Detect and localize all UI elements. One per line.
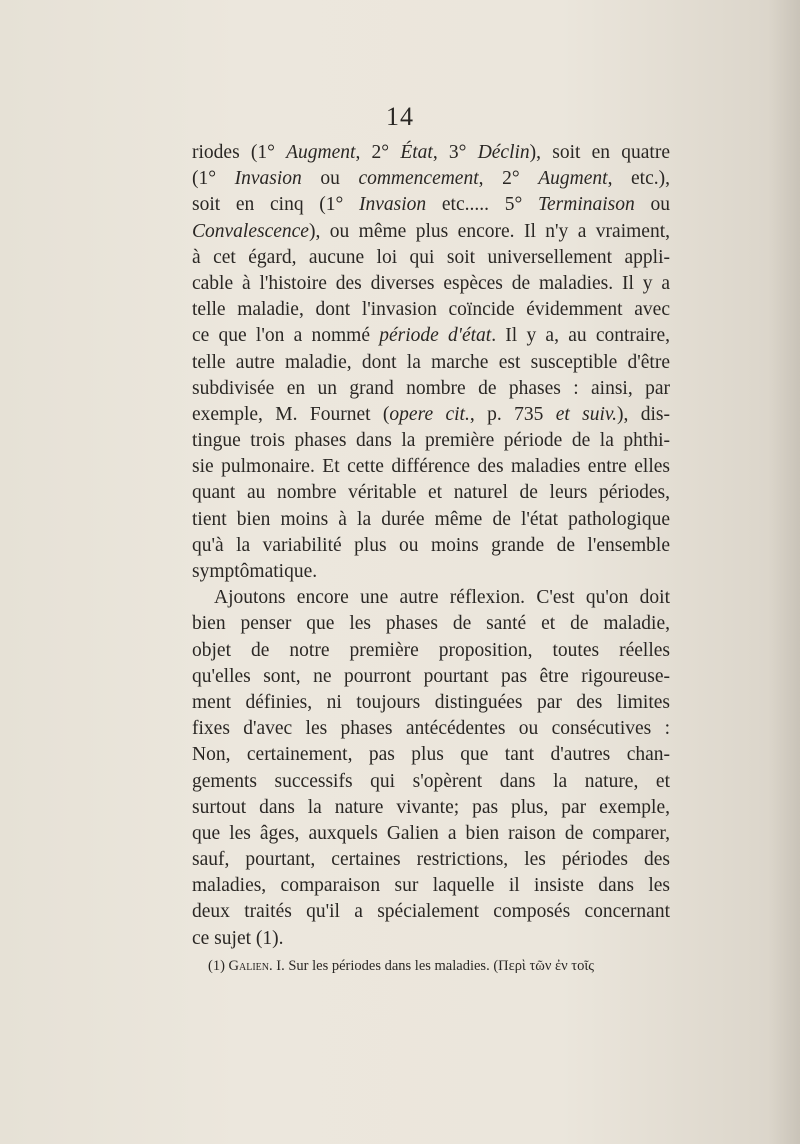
italic-segment: Terminaison — [537, 194, 635, 216]
text-segment: , 3° — [432, 142, 478, 163]
text-segment: objet de notre première proposition, toutes réelles — [192, 639, 670, 661]
body-text — [192, 140, 670, 952]
italic-segment: période d'état — [379, 325, 492, 347]
text-line — [192, 638, 670, 664]
text-segment: qu'à la variabilité plus ou moins grande de l'ensemble — [192, 534, 670, 556]
text-segment: tient bien moins à la durée même de l'état pathologique — [192, 508, 670, 530]
text-segment: que les âges, auxquels Galien a bien raison de comparer, — [192, 822, 670, 844]
italic-segment: Convalescence — [192, 220, 309, 242]
text-segment: ), ou même plus encore. Il n'y a vraiment, — [308, 220, 670, 242]
text-segment: ce sujet (1). — [192, 927, 284, 949]
text-line — [192, 192, 670, 218]
text-segment: soit en cinq (1° — [192, 194, 360, 216]
text-segment: ment définies, ni toujours distinguées par des limites — [192, 691, 670, 713]
text-segment: qu'elles sont, ne pourront pourtant pas être rigoureuse- — [192, 665, 670, 687]
text-line — [192, 873, 670, 899]
footnote — [208, 956, 688, 976]
text-line — [192, 140, 670, 166]
text-segment: bien penser que les phases de santé et de maladie, — [192, 613, 670, 635]
text-line — [192, 821, 670, 847]
italic-segment: commencement — [358, 168, 479, 190]
text-line — [192, 245, 670, 271]
footnote-author: Galien — [228, 958, 270, 974]
text-line — [192, 166, 670, 192]
text-line — [192, 507, 670, 533]
italic-segment: et suiv. — [555, 403, 618, 425]
text-segment: quant au nombre véritable et naturel de leurs périodes, — [192, 482, 670, 504]
text-segment: ou — [634, 194, 670, 216]
text-segment: surtout dans la nature vivante; pas plus, par exemple, — [192, 796, 670, 818]
italic-segment: Invasion — [234, 168, 302, 190]
text-line — [192, 585, 670, 611]
text-segment: tingue trois phases dans la première période de la phthi- — [192, 430, 670, 452]
text-segment: telle autre maladie, dont la marche est susceptible d'être — [192, 351, 670, 373]
text-line — [192, 454, 670, 480]
text-segment: , 2° — [478, 168, 539, 190]
italic-segment: État — [400, 142, 433, 163]
text-line — [192, 611, 670, 637]
text-segment: , 2° — [355, 142, 401, 163]
text-line — [192, 323, 670, 349]
text-segment: ou — [301, 168, 359, 190]
text-line — [192, 847, 670, 873]
text-line — [192, 297, 670, 323]
text-line — [192, 899, 670, 925]
text-line — [192, 795, 670, 821]
text-segment: fixes d'avec les phases antécédentes ou consécutives : — [192, 718, 670, 740]
text-segment: , etc.), — [607, 168, 670, 190]
text-line — [192, 926, 670, 952]
text-line — [192, 428, 670, 454]
footnote-text: . I. Sur les périodes dans les maladies. (Περὶ τῶν ἐν τοῖς — [269, 958, 595, 974]
text-segment: ), soit en quatre — [529, 142, 670, 163]
text-line — [192, 350, 670, 376]
text-segment: exemple, M. Fournet ( — [192, 403, 390, 425]
text-segment: sauf, pourtant, certaines restrictions, les périodes des — [192, 849, 670, 871]
text-segment: symptômatique. — [192, 561, 318, 582]
italic-segment: Augment — [538, 168, 608, 190]
text-line — [192, 480, 670, 506]
text-line — [192, 533, 670, 559]
text-line — [192, 402, 670, 428]
text-line — [192, 742, 670, 768]
text-line — [192, 664, 670, 690]
italic-segment: Déclin — [477, 142, 530, 163]
text-line — [192, 559, 670, 585]
text-line — [192, 769, 670, 795]
text-segment: sie pulmonaire. Et cette différence des maladies entre elles — [192, 456, 670, 478]
text-segment: . Il y a, au contraire, — [491, 325, 670, 347]
text-segment: Non, certainement, pas plus que tant d'autres chan- — [192, 744, 670, 766]
text-segment: riodes (1° — [192, 142, 287, 163]
text-segment: deux traités qu'il a spécialement composés concernant — [192, 901, 670, 923]
italic-segment: Invasion — [359, 194, 427, 216]
text-segment: ), dis- — [617, 403, 670, 425]
text-segment: telle maladie, dont l'invasion coïncide évidemment avec — [192, 299, 670, 321]
text-segment: cable à l'histoire des diverses espèces de maladies. Il y a — [192, 272, 670, 294]
page-number: 14 — [386, 102, 414, 131]
text-segment: à cet égard, aucune loi qui soit universellement appli- — [192, 246, 670, 268]
text-line — [192, 219, 670, 245]
footnote-marker: (1) — [208, 958, 229, 974]
text-line — [192, 690, 670, 716]
text-line — [192, 376, 670, 402]
text-segment: etc..... 5° — [426, 194, 538, 216]
text-segment: Ajoutons encore une autre réflexion. C'est qu'on doit — [214, 587, 670, 609]
text-line — [192, 716, 670, 742]
text-line — [192, 271, 670, 297]
text-segment: subdivisée en un grand nombre de phases : ainsi, par — [192, 377, 670, 399]
italic-segment: Augment — [286, 142, 356, 163]
text-segment: ce que l'on a nommé — [192, 325, 380, 347]
text-segment: maladies, comparaison sur laquelle il insiste dans les — [192, 875, 670, 897]
text-segment: gements successifs qui s'opèrent dans la nature, et — [192, 770, 670, 792]
text-segment: , p. 735 — [469, 403, 556, 425]
italic-segment: opere cit. — [389, 403, 470, 425]
text-segment: (1° — [192, 168, 235, 190]
